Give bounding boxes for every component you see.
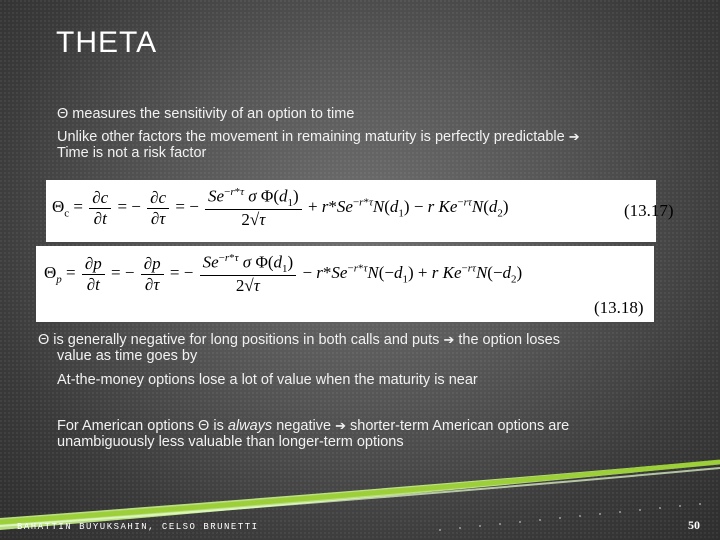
bullet-negative-theta-text-2: the option loses xyxy=(458,332,560,348)
equation-number-13-17: (13.17) xyxy=(624,201,674,220)
bullet-negative-theta-cont: value as time goes by xyxy=(57,348,198,364)
bullet-sensitivity: Θ measures the sensitivity of an option to time xyxy=(57,106,355,122)
bullet-at-the-money: At-the-money options lose a lot of value when the maturity is near xyxy=(57,372,478,388)
bullet-not-risk: Time is not a risk factor xyxy=(57,145,207,161)
right-arrow-icon: ➔ xyxy=(335,418,346,433)
bullet-american-emphasis: always xyxy=(227,418,273,434)
slide-title: THETA xyxy=(56,26,158,59)
footer-authors: BAHATTIN BUYUKSAHIN, CELSO BRUNETTI xyxy=(17,522,259,532)
page-number: 50 xyxy=(688,518,700,532)
bullet-american-text-a: For American options Θ is xyxy=(57,418,224,434)
bullet-american-text-c: shorter-term American options are xyxy=(350,418,570,434)
equation-number-13-18: (13.18) xyxy=(594,298,644,317)
bullet-predictable xyxy=(57,129,580,145)
put-theta-equation: $\Theta_p$ = $\frac{\partial p}{\partial t}$ = − $\frac{\partial p}{\partial\tau}$ = − $\frac{Se^{-r*\tau} \sigma \Phi(d_1)}{2√\tau}$ − $r*Se^{-r*\tau}N(-d_1) + r$ $Ke^{-r\tau}N(-d_2)$ (13.18) xyxy=(36,246,654,322)
bullet-negative-theta-text: Θ is generally negative for long positions in both calls and puts xyxy=(38,332,440,348)
right-arrow-icon: ➔ xyxy=(443,332,455,347)
bullet-negative-theta xyxy=(38,332,560,348)
bullet-american-options xyxy=(57,418,569,434)
bullet-predictable-text: Unlike other factors the movement in remaining maturity is perfectly predictable xyxy=(57,129,565,145)
call-theta-equation: $\Theta_c$ = $\frac{\partial c}{\partial t}$ = − $\frac{\partial c}{\partial\tau}$ = − $\frac{Se^{-r*\tau} \sigma \Phi(d_1)}{2√\tau}$ + $r*Se^{-r*\tau}N(d_1) - r$ $Ke^{-r\tau}N(d_2)$ (13.17) xyxy=(46,180,656,242)
bullet-american-text-b: negative xyxy=(276,418,332,434)
right-arrow-icon: ➔ xyxy=(568,129,580,144)
bullet-american-cont: unambiguously less valuable than longer-term options xyxy=(57,434,404,450)
